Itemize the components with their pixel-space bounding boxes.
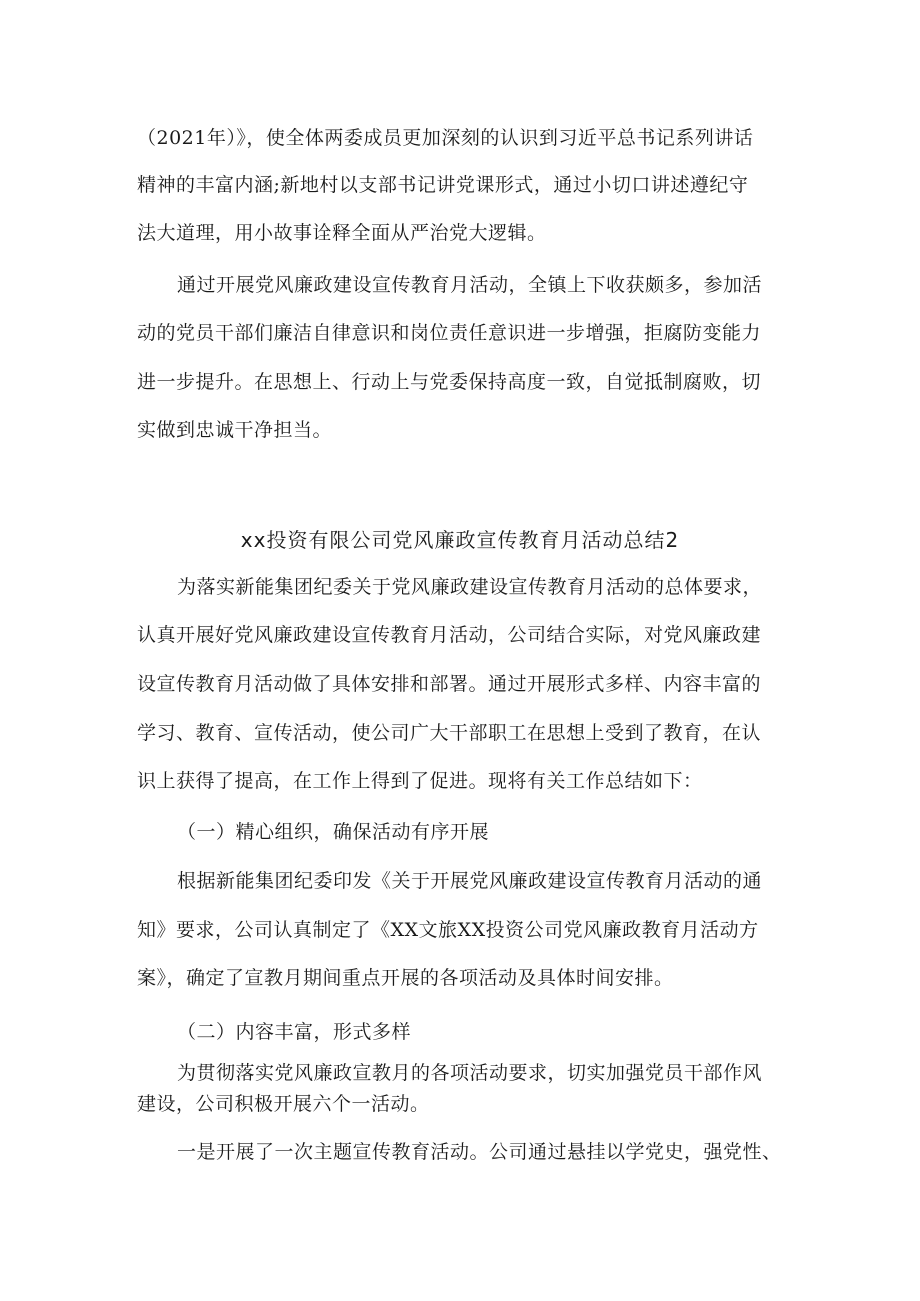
paragraph-line: 为落实新能集团纪委关于党风廉政建设宣传教育月活动的总体要求，	[177, 576, 763, 598]
paragraph-line: （2021年）》，使全体两委成员更加深刻的认识到习近平总书记系列讲话	[137, 127, 754, 149]
subsection-heading: （一）精心组织，确保活动有序开展	[177, 821, 490, 843]
paragraph-line: 设宣传教育月活动做了具体安排和部署。通过开展形式多样、内容丰富的	[137, 673, 762, 695]
paragraph-line: 学习、教育、宣传活动，使公司广大干部职工在思想上受到了教育，在认	[137, 722, 762, 744]
paragraph-line: 通过开展党风廉政建设宣传教育月活动，全镇上下收获颇多，参加活	[177, 274, 763, 296]
paragraph-line: 为贯彻落实党风廉政宣教月的各项活动要求，切实加强党员干部作风	[177, 1062, 763, 1084]
paragraph-line: 案》，确定了宣教月期间重点开展的各项活动及具体时间安排。	[137, 967, 674, 989]
paragraph-line: 建设，公司积极开展六个一活动。	[137, 1093, 430, 1115]
paragraph-line: 根据新能集团纪委印发《关于开展党风廉政建设宣传教育月活动的通	[177, 870, 763, 892]
paragraph-line: 实做到忠诚干净担当。	[137, 419, 333, 441]
paragraph-line: 认真开展好党风廉政建设宣传教育月活动，公司结合实际，对党风廉政建	[137, 624, 762, 646]
section-title: xx投资有限公司党风廉政宣传教育月活动总结2	[240, 528, 680, 552]
paragraph-line: 知》要求，公司认真制定了《XX文旅XX投资公司党风廉政教育月活动方	[137, 919, 759, 941]
paragraph-line: 动的党员干部们廉洁自律意识和岗位责任意识进一步增强，拒腐防变能力	[137, 322, 762, 344]
paragraph-line: 进一步提升。在思想上、行动上与党委保持高度一致，自觉抵制腐败，切	[137, 371, 762, 393]
paragraph-line: 一是开展了一次主题宣传教育活动。公司通过悬挂以学党史，强党性、	[177, 1141, 782, 1163]
paragraph-line: 精神的丰富内涵;新地村以支部书记讲党课形式，通过小切口讲述遵纪守	[137, 174, 749, 196]
paragraph-line: 识上获得了提高，在工作上得到了促进。现将有关工作总结如下：	[137, 770, 703, 792]
subsection-heading: （二）内容丰富，形式多样	[177, 1021, 412, 1043]
paragraph-line: 法大道理，用小故事诠释全面从严治党大逻辑。	[137, 222, 547, 244]
